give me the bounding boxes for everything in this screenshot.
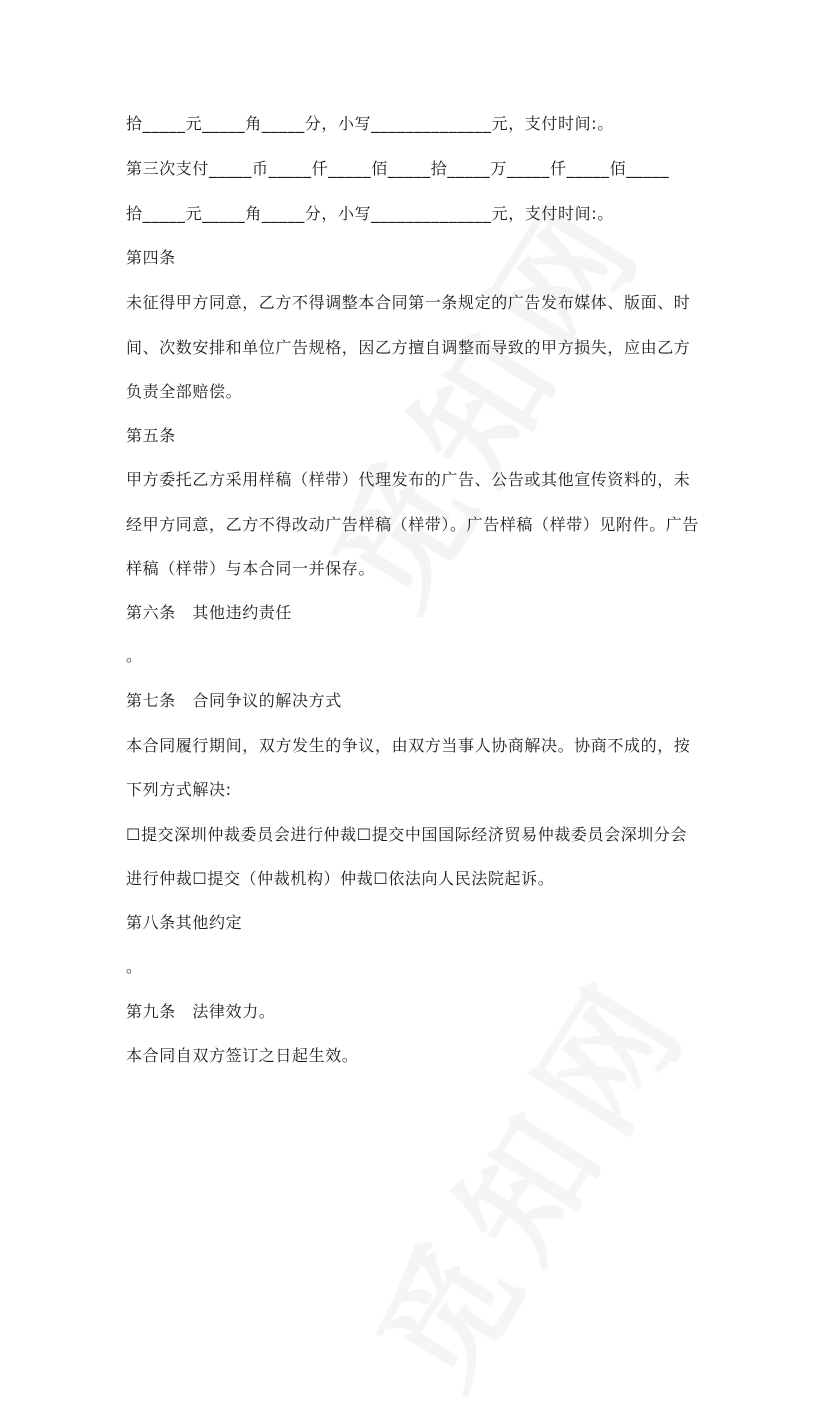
article-6-text: 。 [126,646,143,665]
article-5-text: 经甲方同意，乙方不得改动广告样稿（样带）。广告样稿（样带）见附件。广告 [126,515,700,534]
article-7-options: 进行仲裁☐提交（仲裁机构）仲裁☐依法向人民法院起诉。 [126,869,555,888]
article-8-heading: 第八条其他约定 [126,913,243,932]
article-6-heading: 第六条 其他违约责任 [126,603,293,622]
article-9-text: 本合同自双方签订之日起生效。 [126,1046,359,1065]
article-8-text: 。 [126,957,143,976]
article-7-heading: 第七条 合同争议的解决方式 [126,691,342,710]
payment-2-amount-line: 拾_____元_____角_____分，小写______________元，支付时间:。 [126,114,614,133]
payment-3-line: 第三次支付_____币_____仟_____佰_____拾_____万_____仟_____佰_____ [126,159,670,178]
article-7-options: ☐提交深圳仲裁委员会进行仲裁☐提交中国国际经济贸易仲裁委员会深圳分会 [126,825,688,844]
article-5-text: 甲方委托乙方采用样稿（样带）代理发布的广告、公告或其他宣传资料的，未 [126,470,691,489]
payment-3-amount-line: 拾_____元_____角_____分，小写______________元，支付时间:。 [126,204,614,223]
article-7-text: 本合同履行期间，双方发生的争议，由双方当事人协商解决。协商不成的，按 [126,736,691,755]
article-5-text: 样稿（样带）与本合同一并保存。 [126,559,376,578]
article-5-heading: 第五条 [126,426,176,445]
article-4-heading: 第四条 [126,248,176,267]
article-4-text: 负责全部赔偿。 [126,382,243,401]
article-4-text: 间、次数安排和单位广告规格，因乙方擅自调整而导致的甲方损失，应由乙方 [126,338,691,357]
article-7-text: 下列方式解决: [126,780,232,799]
article-9-heading: 第九条 法律效力。 [126,1002,276,1021]
watermark-bottom [325,934,725,1416]
article-4-text: 未征得甲方同意，乙方不得调整本合同第一条规定的广告发布媒体、版面、时 [126,293,691,312]
